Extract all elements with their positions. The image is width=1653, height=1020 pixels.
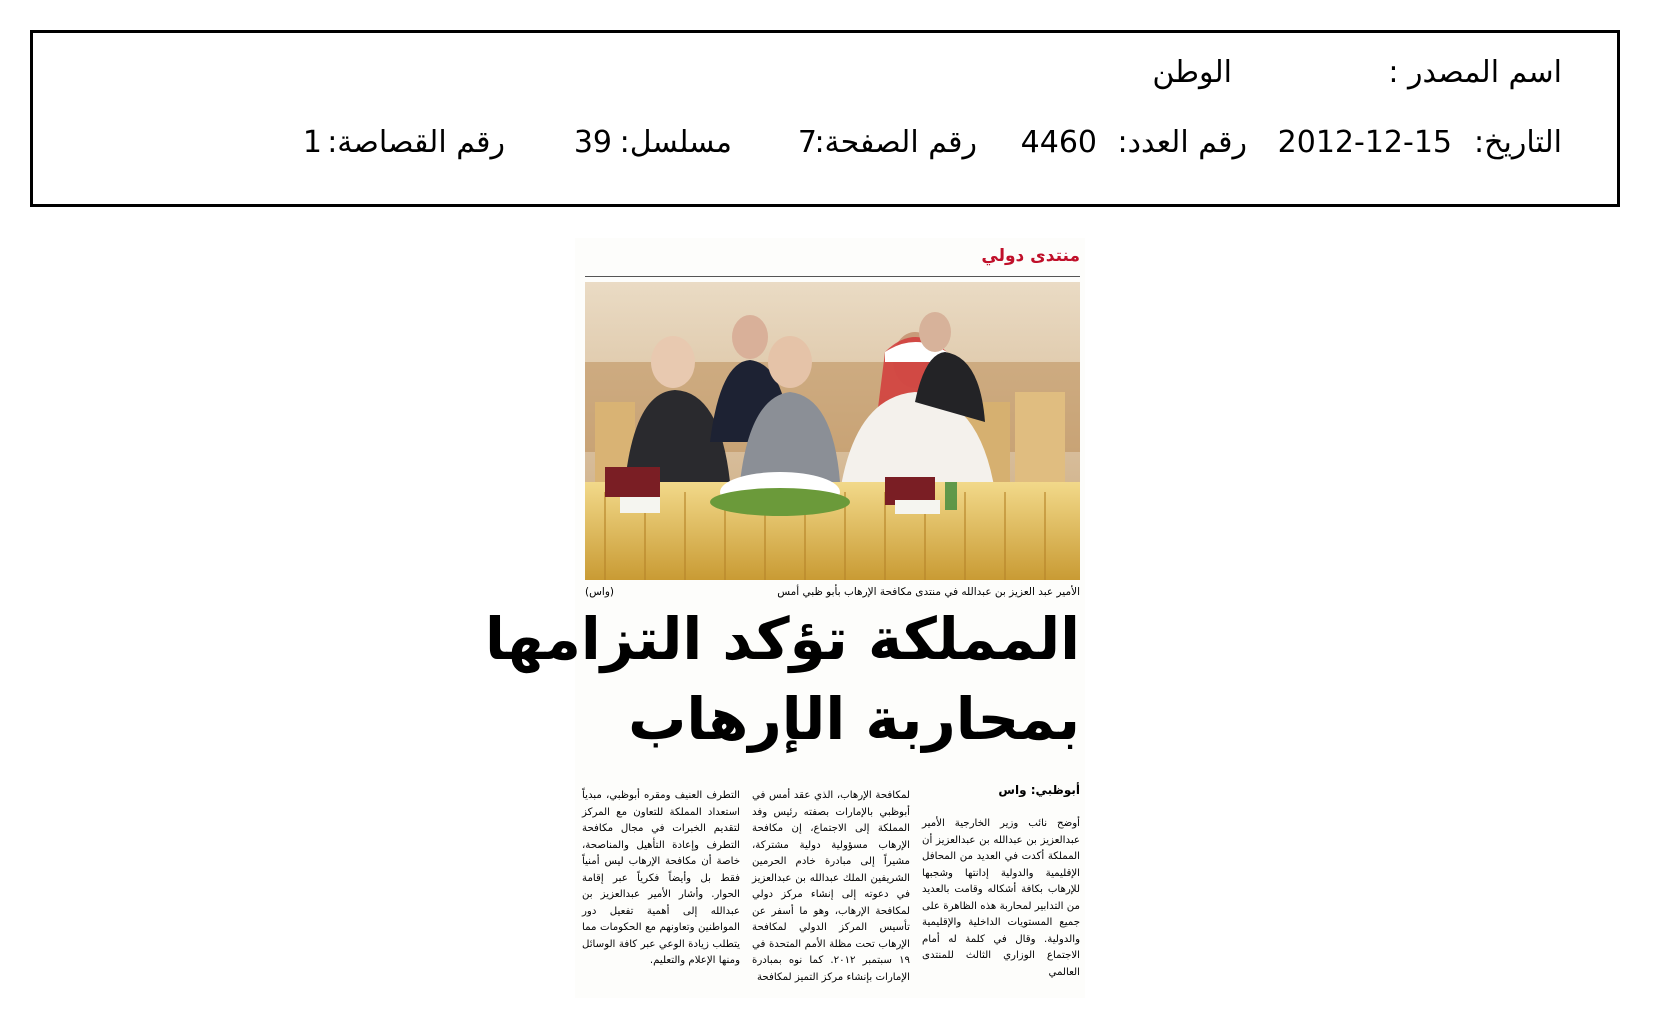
headline-line-2: بمحاربة الإرهاب (628, 685, 1080, 753)
issue-label: رقم العدد: (1117, 125, 1247, 160)
issue-value: 4460 (1020, 125, 1097, 160)
page-value: 7 (797, 125, 817, 160)
article-column-1: أوضح نائب وزير الخارجية الأمير عبدالعزيز بن عبدالله بن عبدالعزيز أن المملكة أكدت في العديد من المحافل الإقليمية والدولية إدانتها وشجبها للإرهاب بكافة أشكاله وقامت بالعديد من التدابير لمحاربة هذه الظاهرة على جميع المستويات الداخلية والإقليمية والدولية. وقال في كلمة له أمام الاجتماع الوزاري الثالث للمنتدى العالمي (922, 818, 1080, 978)
article-column-2: لمكافحة الإرهاب، الذي عقد أمس في أبوظبي بالإمارات بصفته رئيس وفد المملكة إلى الاجتماع، إن مكافحة الإرهاب مسؤولية دولية مشتركة، مشيراً إلى مبادرة خادم الحرمين الشريفين الملك عبدالله بن عبدالعزيز في دعوته إلى إنشاء مركز دولي لمكافحة الإرهاب، وهو ما أسفر عن تأسيس المركز الدولي لمكافحة الإرهاب تحت مظلة الأمم المتحدة في ١٩ سبتمبر ٢٠١٢. كما نوه بمبادرة الإمارات بإنشاء مركز التميز لمكافحة (752, 790, 911, 983)
section-kicker: منتدى دولي (981, 246, 1080, 266)
page-label: رقم الصفحة: (814, 125, 977, 160)
photo-credit: (واس) (585, 586, 614, 598)
article-photo (585, 282, 1080, 580)
source-label: اسم المصدر : (1388, 55, 1562, 90)
source-value: الوطن (1152, 55, 1232, 90)
photo-caption: الأمير عبد العزيز بن عبدالله في منتدى مكافحة الإرهاب بأبو ظبي أمس (777, 586, 1080, 598)
serial-value: 39 (573, 125, 612, 160)
section-header (585, 246, 1080, 277)
article-column-3: التطرف العنيف ومقره أبوظبي، مبدياً استعداد المملكة للتعاون مع المركز لتقديم الخبرات في مجال مكافحة التطرف وإعادة التأهيل والمناصحة، خاصة أن مكافحة الإرهاب ليس أمنياً فقط بل وأيضاً فكرياً عبر إقامة الحوار. وأشار الأمير عبدالعزيز بن عبدالله إلى أهمية تفعيل دور المواطنين وتعاونهم مع الحكومات مما يتطلب زيادة الوعي عبر كافة الوسائل ومنها الإعلام والتعليم. (582, 790, 740, 966)
date-value: 2012-12-15 (1277, 125, 1452, 160)
source-info-box (30, 30, 1620, 207)
clip-value: 1 (302, 125, 322, 160)
byline: أبوظبي: واس (998, 783, 1080, 797)
clip-label: رقم القصاصة: (327, 125, 505, 160)
newspaper-clipping (484, 238, 1085, 998)
headline-line-1: المملكة تؤكد التزامها (484, 605, 1080, 673)
date-label: التاريخ: (1474, 125, 1562, 160)
conference-photo (585, 282, 1080, 580)
serial-label: مسلسل: (619, 125, 732, 160)
